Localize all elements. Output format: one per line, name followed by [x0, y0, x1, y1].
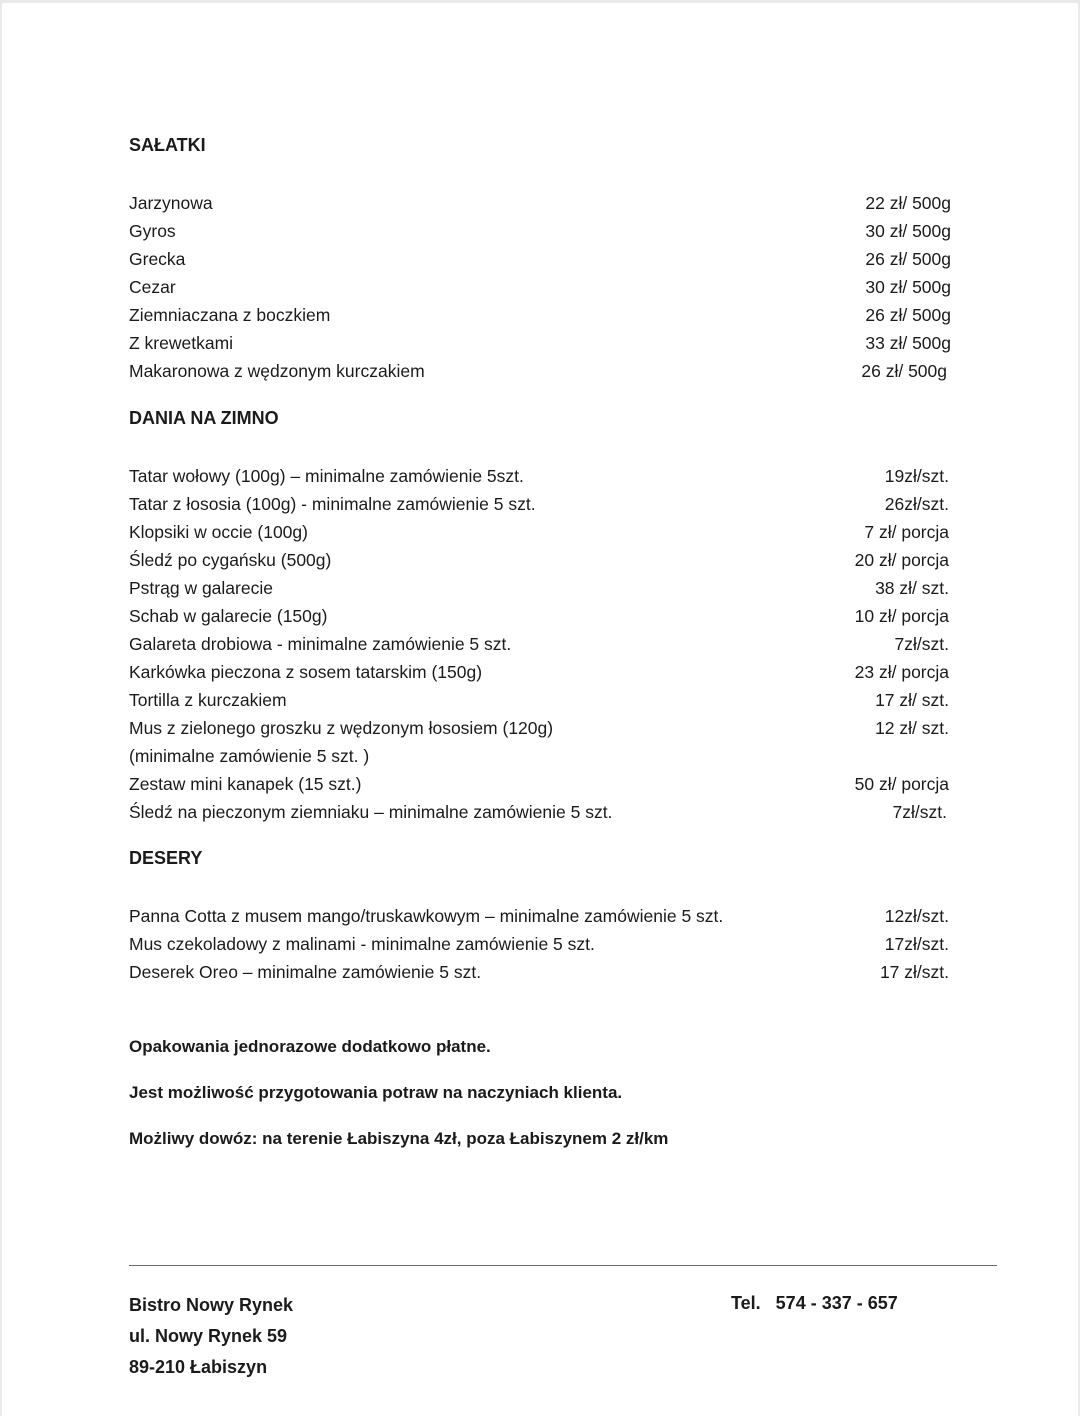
item-price: 7zł/szt.: [894, 634, 949, 654]
menu-item: [129, 574, 951, 602]
menu-item: [129, 189, 951, 217]
item-price: 38 zł/ szt.: [875, 578, 949, 598]
menu-item: [129, 273, 951, 301]
menu-item: [129, 490, 951, 518]
item-price: 12 zł/ szt.: [875, 718, 949, 738]
item-price: 17zł/szt.: [884, 934, 949, 954]
menu-item: [129, 301, 951, 329]
item-name: Zestaw mini kanapek (15 szt.): [129, 774, 362, 794]
menu-item: [129, 958, 951, 986]
footer-city: 89-210 Łabiszyn: [129, 1357, 268, 1377]
item-price: 10 zł/ porcja: [854, 606, 949, 626]
menu-item: [129, 217, 951, 245]
menu-item: [129, 742, 951, 770]
item-price: 17 zł/szt.: [879, 962, 949, 982]
footer-phone: Tel. 574 - 337 - 657: [731, 1293, 898, 1313]
menu-item: [129, 686, 951, 714]
item-price: 26 zł/ 500g: [865, 249, 951, 269]
menu-item: [129, 714, 951, 742]
item-price: 33 zł/ 500g: [865, 333, 951, 353]
item-name: Ziemniaczana z boczkiem: [129, 305, 331, 325]
item-name: Śledź po cygańsku (500g): [129, 550, 332, 570]
menu-item: [129, 518, 951, 546]
item-name: Jarzynowa: [129, 193, 213, 213]
item-price: 23 zł/ porcja: [854, 662, 949, 682]
footer-business-name: Bistro Nowy Rynek: [129, 1295, 294, 1315]
item-name: Mus z zielonego groszku z wędzonym łososiem (120g): [129, 718, 554, 738]
menu-item: [129, 930, 951, 958]
item-name: Tatar z łososia (100g) - minimalne zamówienie 5 szt.: [129, 494, 536, 514]
item-name: Galareta drobiowa - minimalne zamówienie 5 szt.: [129, 634, 512, 654]
item-name: Klopsiki w occie (100g): [129, 522, 308, 542]
menu-item: [129, 357, 951, 385]
menu-item: [129, 546, 951, 574]
section-title-dania-na-zimno: DANIA NA ZIMNO: [129, 408, 279, 428]
item-price: 26 zł/ 500g: [865, 305, 951, 325]
item-price: 17 zł/ szt.: [875, 690, 949, 710]
item-price: 7zł/szt.: [892, 802, 947, 822]
item-price: 26 zł/ 500g: [861, 361, 947, 381]
item-name: Tatar wołowy (100g) – minimalne zamówienie 5szt.: [129, 466, 524, 486]
item-name: Schab w galarecie (150g): [129, 606, 328, 626]
item-name: Pstrąg w galarecie: [129, 578, 273, 598]
note-packaging: Opakowania jednorazowe dodatkowo płatne.: [129, 1037, 491, 1056]
section-title-desery: DESERY: [129, 848, 203, 868]
footer-divider: [129, 1265, 997, 1266]
item-price: 22 zł/ 500g: [865, 193, 951, 213]
item-price: 7 zł/ porcja: [864, 522, 949, 542]
item-name: Mus czekoladowy z malinami - minimalne zamówienie 5 szt.: [129, 934, 595, 954]
item-price: 26zł/szt.: [884, 494, 949, 514]
item-name: Śledź na pieczonym ziemniaku – minimalne zamówienie 5 szt.: [129, 802, 613, 822]
item-name: Gyros: [129, 221, 176, 241]
menu-item: [129, 245, 951, 273]
note-delivery: Możliwy dowóz: na terenie Łabiszyna 4zł, poza Łabiszynem 2 zł/km: [129, 1129, 669, 1148]
item-price: 50 zł/ porcja: [854, 774, 949, 794]
item-name: Grecka: [129, 249, 186, 269]
item-price: 19zł/szt.: [884, 466, 949, 486]
item-name: Makaronowa z wędzonym kurczakiem: [129, 361, 425, 381]
item-price: 12zł/szt.: [884, 906, 949, 926]
menu-item: [129, 658, 951, 686]
section-title-salatki: SAŁATKI: [129, 135, 206, 155]
menu-item: [129, 329, 951, 357]
item-name: Karkówka pieczona z sosem tatarskim (150g): [129, 662, 483, 682]
item-name: Cezar: [129, 277, 176, 297]
menu-item: [129, 902, 951, 930]
menu-item: [129, 798, 951, 826]
menu-item: [129, 630, 951, 658]
menu-item: [129, 602, 951, 630]
item-price: 20 zł/ porcja: [854, 550, 949, 570]
footer-street: ul. Nowy Rynek 59: [129, 1326, 288, 1346]
item-price: 30 zł/ 500g: [865, 277, 951, 297]
menu-item: [129, 462, 951, 490]
item-name: Panna Cotta z musem mango/truskawkowym – minimalne zamówienie 5 szt.: [129, 906, 724, 926]
menu-item: [129, 770, 951, 798]
item-name: (minimalne zamówienie 5 szt. ): [129, 746, 370, 766]
item-name: Z krewetkami: [129, 333, 234, 353]
item-name: Deserek Oreo – minimalne zamówienie 5 szt.: [129, 962, 482, 982]
menu-page: [2, 3, 1078, 1416]
note-client-dishes: Jest możliwość przygotowania potraw na naczyniach klienta.: [129, 1083, 623, 1102]
item-price: 30 zł/ 500g: [865, 221, 951, 241]
item-name: Tortilla z kurczakiem: [129, 690, 287, 710]
